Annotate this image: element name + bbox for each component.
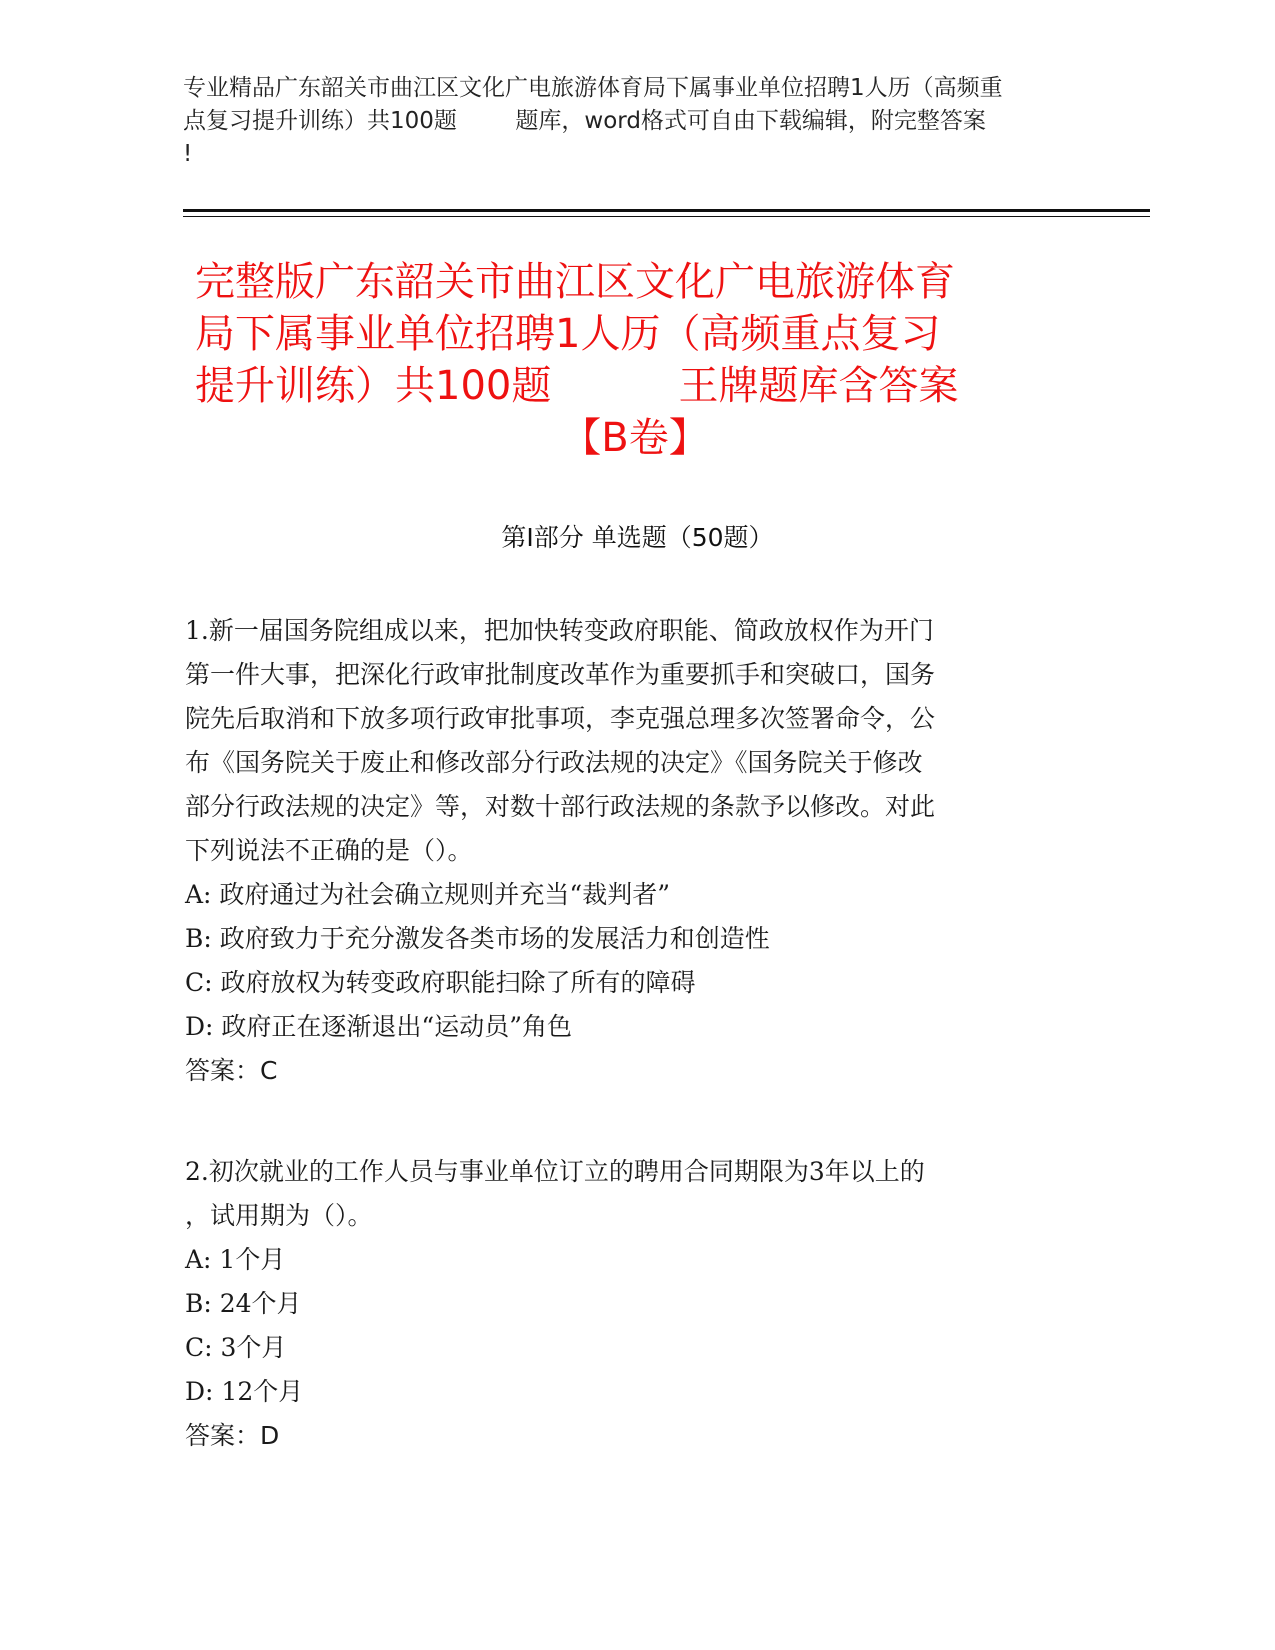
question-1-line: 院先后取消和下放多项行政审批事项，李克强总理多次签署命令，公 bbox=[185, 704, 936, 733]
question-2 bbox=[185, 1150, 1065, 1458]
header-divider-thick bbox=[183, 209, 1150, 212]
question-1-option-c: C: 政府放权为转变政府职能扫除了所有的障碍 bbox=[185, 968, 696, 997]
question-1-line: 部分行政法规的决定》等，对数十部行政法规的条款予以修改。对此 bbox=[185, 792, 936, 821]
header-line-3: ! bbox=[183, 141, 193, 167]
question-2-answer: 答案：D bbox=[185, 1421, 280, 1450]
question-1-line: 1.新一届国务院组成以来，把加快转变政府职能、简政放权作为开门 bbox=[185, 616, 934, 645]
header-line-2: 点复习提升训练）共100题 题库，word格式可自由下载编辑，附完整答案 bbox=[183, 108, 986, 134]
title-line-2: 局下属事业单位招聘1人历（高频重点复习 bbox=[195, 311, 941, 357]
question-1-option-a: A: 政府通过为社会确立规则并充当“裁判者” bbox=[185, 880, 670, 909]
question-2-line: ，试用期为（）。 bbox=[185, 1201, 373, 1230]
title-line-1: 完整版广东韶关市曲江区文化广电旅游体育 bbox=[195, 259, 955, 305]
title-line-4: 【B卷】 bbox=[561, 415, 709, 461]
question-2-option-c: C: 3个月 bbox=[185, 1333, 287, 1362]
title-line-3: 提升训练）共100题 王牌题库含答案 bbox=[195, 363, 959, 409]
question-1-option-b: B: 政府致力于充分激发各类市场的发展活力和创造性 bbox=[185, 924, 770, 953]
question-1-option-d: D: 政府正在逐渐退出“运动员”角色 bbox=[185, 1012, 572, 1041]
question-1-line: 第一件大事，把深化行政审批制度改革作为重要抓手和突破口，国务 bbox=[185, 660, 936, 689]
header-divider-thin bbox=[183, 216, 1150, 217]
question-2-option-b: B: 24个月 bbox=[185, 1289, 302, 1318]
question-1-line: 布《国务院关于废止和修改部分行政法规的决定》《国务院关于修改 bbox=[185, 748, 923, 777]
section-heading: 第I部分 单选题（50题） bbox=[501, 523, 774, 552]
page-header bbox=[183, 72, 1083, 171]
question-1-line: 下列说法不正确的是（）。 bbox=[185, 836, 473, 865]
header-line-1: 专业精品广东韶关市曲江区文化广电旅游体育局下属事业单位招聘1人历（高频重 bbox=[183, 75, 1003, 101]
document-title bbox=[195, 256, 1075, 464]
question-2-option-a: A: 1个月 bbox=[185, 1245, 286, 1274]
question-2-line: 2.初次就业的工作人员与事业单位订立的聘用合同期限为3年以上的 bbox=[185, 1157, 925, 1186]
question-2-option-d: D: 12个月 bbox=[185, 1377, 304, 1406]
question-1 bbox=[185, 609, 1065, 1093]
question-1-answer: 答案：C bbox=[185, 1056, 278, 1085]
